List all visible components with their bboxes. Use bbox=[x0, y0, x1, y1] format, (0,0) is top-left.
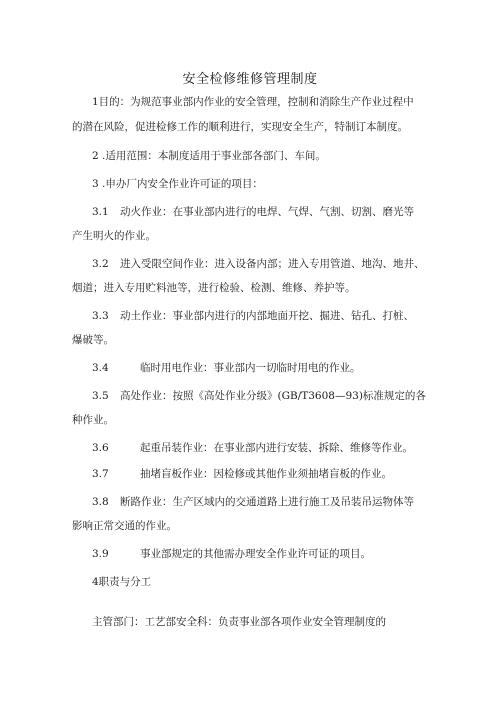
item-3-5-line-2: 种作业。 bbox=[72, 414, 114, 426]
paragraph-1-line-1: 1目的：为规范事业部内作业的安全管理，控制和消除生产作业过程中 bbox=[92, 96, 414, 108]
item-3-3-line-1: 动土作业：事业部内进行的内部地面开挖、掘进、钻孔、打桩、 bbox=[120, 310, 414, 322]
item-3-4-number: 3.4 bbox=[92, 362, 109, 374]
item-3-2-line-1: 进入受限空间作业：进入设备内部；进入专用管道、地沟、地井、 bbox=[120, 258, 425, 270]
paragraph-3: 3 .申办厂内安全作业许可证的项目： bbox=[92, 178, 263, 190]
item-3-4-line-1: 临时用电作业：事业部内一切临时用电的作业。 bbox=[140, 362, 361, 374]
item-3-8-line-1: 断路作业：生产区域内的交通道路上进行施工及吊装吊运物体等 bbox=[120, 496, 414, 508]
item-3-8-number: 3.8 bbox=[92, 496, 109, 508]
item-3-1-number: 3.1 bbox=[92, 206, 109, 218]
item-3-3-line-2: 爆破等。 bbox=[72, 334, 114, 346]
item-3-6-line-1: 起重吊装作业：在事业部内进行安装、拆除、维修等作业。 bbox=[140, 442, 413, 454]
item-3-5-line-1: 高处作业：按照《高处作业分级》(GB/T3608—93)标准规定的各 bbox=[120, 390, 426, 402]
paragraph-2: 2 .适用范围：本制度适用于事业部各部门、车间。 bbox=[92, 150, 326, 162]
item-3-3-number: 3.3 bbox=[92, 310, 109, 322]
item-3-9-number: 3.9 bbox=[92, 548, 109, 560]
item-3-6-number: 3.6 bbox=[92, 442, 109, 454]
paragraph-1-line-2: 的潜在风险，促进检修工作的顺利进行，实现安全生产，特制订本制度。 bbox=[72, 121, 408, 133]
item-3-8-line-2: 影响正常交通的作业。 bbox=[72, 520, 177, 532]
item-3-1-line-2: 产生明火的作业。 bbox=[72, 230, 156, 242]
section-4-heading: 4职责与分工 bbox=[92, 576, 152, 588]
item-3-7-number: 3.7 bbox=[92, 468, 109, 480]
paragraph-5: 主管部门：工艺部安全科：负责事业部各项作业安全管理制度的 bbox=[92, 616, 386, 628]
document-title: 安全检修维修管理制度 bbox=[182, 72, 318, 87]
item-3-2-number: 3.2 bbox=[92, 258, 109, 270]
item-3-2-line-2: 烟道；进入专用贮料池等，进行检验、检测、维修、养护等。 bbox=[72, 282, 356, 294]
item-3-9-line-1: 事业部规定的其他需办理安全作业许可证的项目。 bbox=[140, 548, 371, 560]
item-3-1-line-1: 动火作业：在事业部内进行的电焊、气焊、气割、切割、磨光等 bbox=[120, 206, 414, 218]
item-3-5-number: 3.5 bbox=[92, 390, 109, 402]
item-3-7-line-1: 抽堵盲板作业：因检修或其他作业须抽堵盲板的作业。 bbox=[140, 468, 392, 480]
